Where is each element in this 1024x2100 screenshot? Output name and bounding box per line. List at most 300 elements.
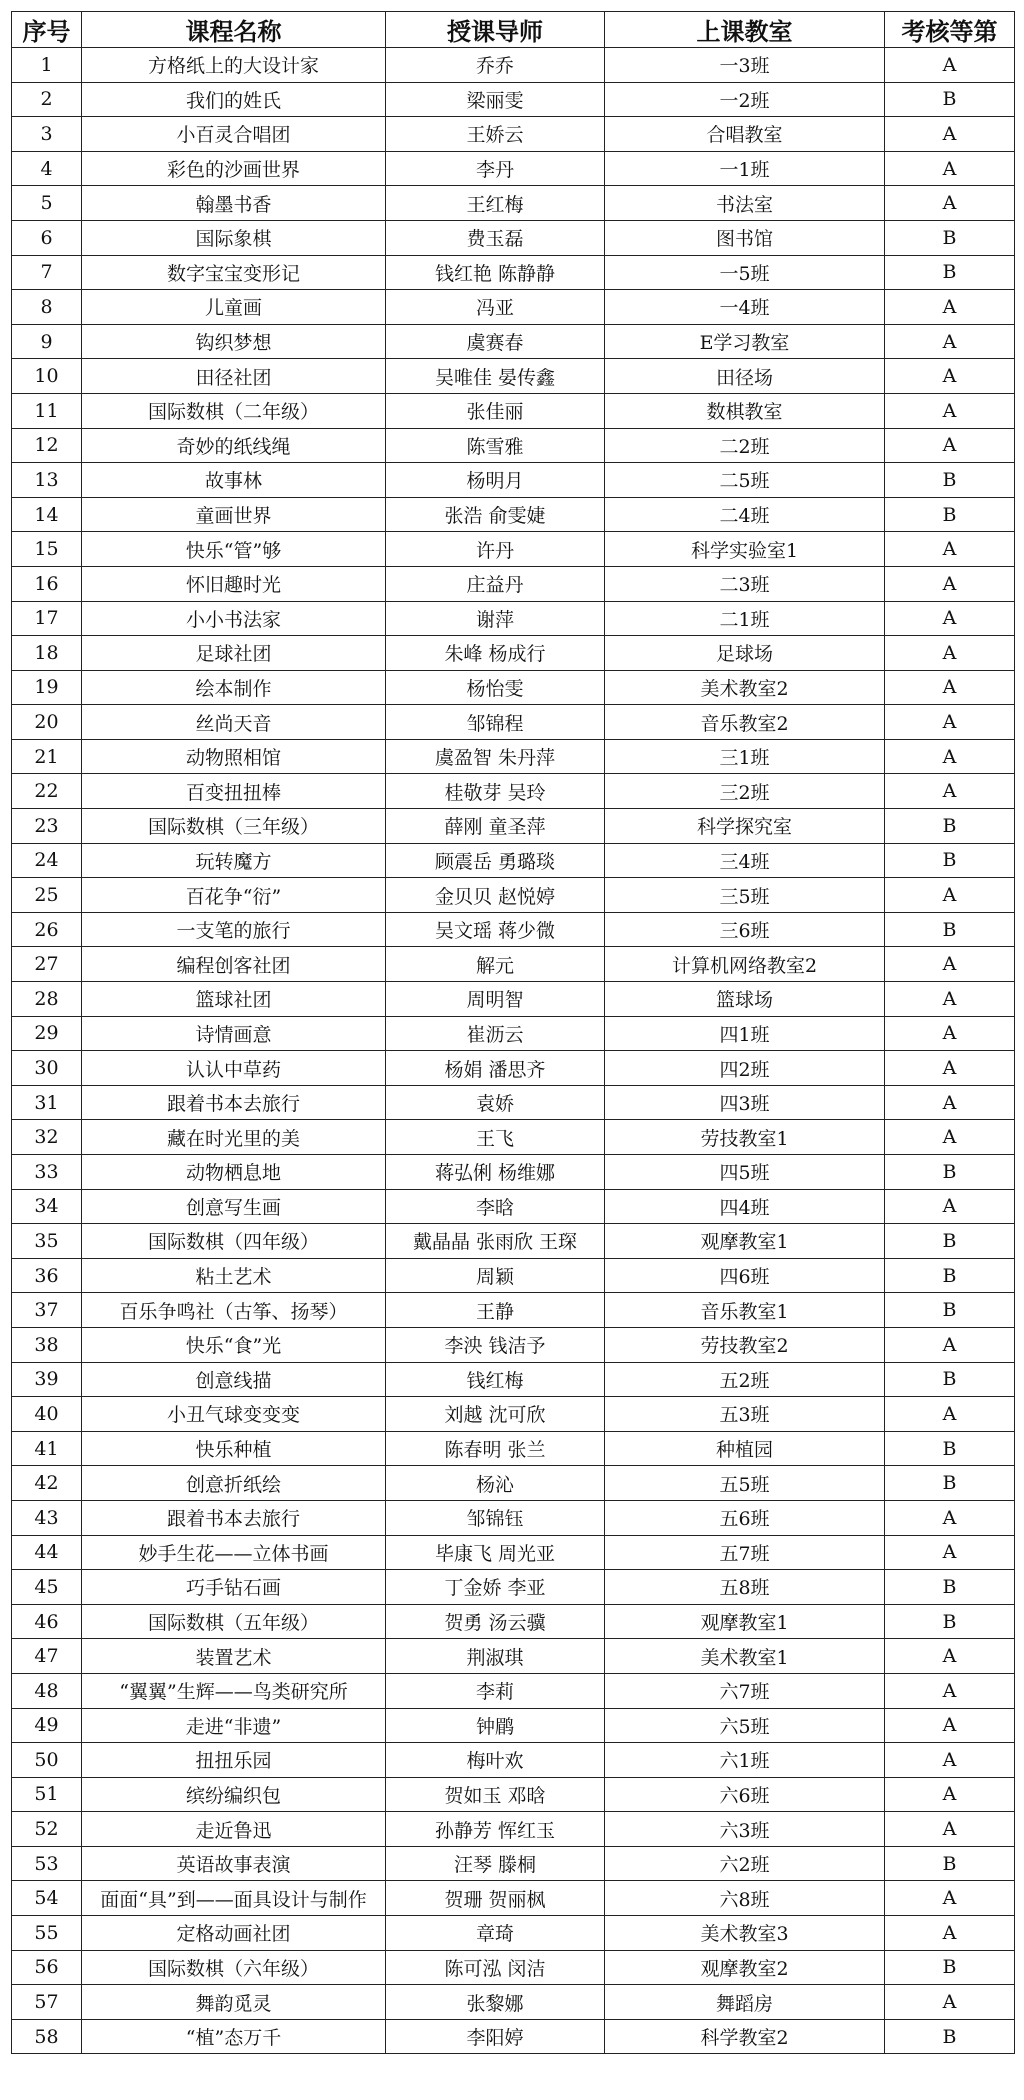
cell-course-name: 编程创客社团 xyxy=(82,947,386,982)
cell-index: 47 xyxy=(12,1639,82,1674)
cell-teacher: 王飞 xyxy=(386,1120,605,1155)
cell-teacher: 王娇云 xyxy=(386,117,605,152)
cell-grade: A xyxy=(885,1016,1015,1051)
cell-course-name: 彩色的沙画世界 xyxy=(82,151,386,186)
table-row xyxy=(12,1535,1015,1570)
cell-classroom: 二4班 xyxy=(605,497,885,532)
cell-course-name: 小百灵合唱团 xyxy=(82,117,386,152)
cell-grade: A xyxy=(885,1743,1015,1778)
cell-index: 42 xyxy=(12,1466,82,1501)
cell-teacher: 吴唯佳 晏传鑫 xyxy=(386,359,605,394)
table-row xyxy=(12,1604,1015,1639)
cell-grade: A xyxy=(885,532,1015,567)
cell-classroom: 四5班 xyxy=(605,1155,885,1190)
cell-index: 36 xyxy=(12,1258,82,1293)
cell-course-name: 小小书法家 xyxy=(82,601,386,636)
cell-classroom: 六2班 xyxy=(605,1846,885,1881)
cell-grade: A xyxy=(885,1500,1015,1535)
cell-grade: A xyxy=(885,1916,1015,1951)
cell-index: 33 xyxy=(12,1155,82,1190)
cell-grade: A xyxy=(885,1985,1015,2020)
cell-index: 8 xyxy=(12,290,82,325)
cell-index: 9 xyxy=(12,324,82,359)
cell-teacher: 邹锦程 xyxy=(386,705,605,740)
cell-grade: A xyxy=(885,1535,1015,1570)
cell-index: 24 xyxy=(12,843,82,878)
table-row xyxy=(12,1016,1015,1051)
cell-index: 15 xyxy=(12,532,82,567)
cell-course-name: 走进“非遗” xyxy=(82,1708,386,1743)
cell-index: 35 xyxy=(12,1224,82,1259)
table-row xyxy=(12,393,1015,428)
cell-index: 44 xyxy=(12,1535,82,1570)
cell-classroom: 观摩教室1 xyxy=(605,1604,885,1639)
cell-teacher: 李阳婷 xyxy=(386,2019,605,2054)
table-row xyxy=(12,117,1015,152)
cell-grade: B xyxy=(885,1604,1015,1639)
cell-grade: B xyxy=(885,912,1015,947)
table-row xyxy=(12,739,1015,774)
table-row xyxy=(12,636,1015,671)
cell-course-name: 数字宝宝变形记 xyxy=(82,255,386,290)
cell-grade: A xyxy=(885,982,1015,1017)
table-row xyxy=(12,82,1015,117)
cell-course-name: 童画世界 xyxy=(82,497,386,532)
cell-course-name: 国际数棋（三年级） xyxy=(82,809,386,844)
cell-index: 25 xyxy=(12,878,82,913)
cell-classroom: 一1班 xyxy=(605,151,885,186)
cell-course-name: 创意折纸绘 xyxy=(82,1466,386,1501)
cell-grade: A xyxy=(885,393,1015,428)
cell-index: 52 xyxy=(12,1812,82,1847)
cell-grade: B xyxy=(885,463,1015,498)
table-row xyxy=(12,1120,1015,1155)
cell-classroom: E学习教室 xyxy=(605,324,885,359)
cell-index: 22 xyxy=(12,774,82,809)
table-row xyxy=(12,1397,1015,1432)
table-row xyxy=(12,1085,1015,1120)
cell-grade: A xyxy=(885,1812,1015,1847)
cell-teacher: 钱红梅 xyxy=(386,1362,605,1397)
cell-teacher: 陈可泓 闵洁 xyxy=(386,1950,605,1985)
cell-index: 28 xyxy=(12,982,82,1017)
cell-index: 56 xyxy=(12,1950,82,1985)
cell-classroom: 美术教室3 xyxy=(605,1916,885,1951)
cell-course-name: 快乐“管”够 xyxy=(82,532,386,567)
cell-course-name: “植”态万千 xyxy=(82,2019,386,2054)
cell-teacher: 冯亚 xyxy=(386,290,605,325)
table-row xyxy=(12,1708,1015,1743)
cell-course-name: 英语故事表演 xyxy=(82,1846,386,1881)
table-row xyxy=(12,566,1015,601)
cell-teacher: 杨娟 潘思齐 xyxy=(386,1051,605,1086)
cell-course-name: 跟着书本去旅行 xyxy=(82,1500,386,1535)
cell-grade: B xyxy=(885,1362,1015,1397)
cell-classroom: 科学实验室1 xyxy=(605,532,885,567)
cell-classroom: 计算机网络教室2 xyxy=(605,947,885,982)
cell-teacher: 朱峰 杨成行 xyxy=(386,636,605,671)
cell-grade: A xyxy=(885,186,1015,221)
cell-classroom: 田径场 xyxy=(605,359,885,394)
cell-index: 27 xyxy=(12,947,82,982)
table-row xyxy=(12,1639,1015,1674)
cell-index: 18 xyxy=(12,636,82,671)
cell-grade: A xyxy=(885,1881,1015,1916)
cell-grade: A xyxy=(885,739,1015,774)
cell-classroom: 观摩教室1 xyxy=(605,1224,885,1259)
cell-grade: B xyxy=(885,1293,1015,1328)
cell-course-name: 诗情画意 xyxy=(82,1016,386,1051)
cell-grade: B xyxy=(885,1466,1015,1501)
cell-course-name: 创意写生画 xyxy=(82,1189,386,1224)
cell-teacher: 杨怡雯 xyxy=(386,670,605,705)
cell-course-name: 缤纷编织包 xyxy=(82,1777,386,1812)
table-row xyxy=(12,1362,1015,1397)
table-row xyxy=(12,1224,1015,1259)
cell-course-name: 田径社团 xyxy=(82,359,386,394)
cell-course-name: 翰墨书香 xyxy=(82,186,386,221)
table-row xyxy=(12,774,1015,809)
cell-classroom: 六3班 xyxy=(605,1812,885,1847)
cell-teacher: 荆淑琪 xyxy=(386,1639,605,1674)
table-row xyxy=(12,843,1015,878)
cell-grade: A xyxy=(885,1777,1015,1812)
cell-grade: B xyxy=(885,497,1015,532)
cell-grade: A xyxy=(885,1327,1015,1362)
table-row xyxy=(12,1570,1015,1605)
cell-grade: A xyxy=(885,1639,1015,1674)
cell-classroom: 种植园 xyxy=(605,1431,885,1466)
table-row xyxy=(12,809,1015,844)
table-row xyxy=(12,1743,1015,1778)
cell-teacher: 乔乔 xyxy=(386,48,605,83)
cell-teacher: 丁金娇 李亚 xyxy=(386,1570,605,1605)
table-row xyxy=(12,601,1015,636)
cell-grade: B xyxy=(885,1570,1015,1605)
table-row xyxy=(12,359,1015,394)
header-grade: 考核等第 xyxy=(885,12,1015,48)
cell-index: 51 xyxy=(12,1777,82,1812)
cell-teacher: 李丹 xyxy=(386,151,605,186)
table-row xyxy=(12,255,1015,290)
cell-grade: B xyxy=(885,843,1015,878)
cell-classroom: 科学探究室 xyxy=(605,809,885,844)
table-row xyxy=(12,1985,1015,2020)
cell-course-name: 小丑气球变变变 xyxy=(82,1397,386,1432)
cell-course-name: 百花争“衍” xyxy=(82,878,386,913)
cell-index: 2 xyxy=(12,82,82,117)
cell-grade: B xyxy=(885,809,1015,844)
cell-grade: A xyxy=(885,1051,1015,1086)
cell-course-name: 装置艺术 xyxy=(82,1639,386,1674)
cell-course-name: 动物栖息地 xyxy=(82,1155,386,1190)
cell-index: 48 xyxy=(12,1673,82,1708)
cell-classroom: 一2班 xyxy=(605,82,885,117)
cell-grade: A xyxy=(885,1085,1015,1120)
cell-course-name: 我们的姓氏 xyxy=(82,82,386,117)
cell-course-name: 国际数棋（四年级） xyxy=(82,1224,386,1259)
cell-classroom: 舞蹈房 xyxy=(605,1985,885,2020)
cell-teacher: 金贝贝 赵悦婷 xyxy=(386,878,605,913)
cell-index: 43 xyxy=(12,1500,82,1535)
cell-teacher: 谢萍 xyxy=(386,601,605,636)
table-row xyxy=(12,220,1015,255)
cell-classroom: 观摩教室2 xyxy=(605,1950,885,1985)
table-row xyxy=(12,705,1015,740)
table-row xyxy=(12,1881,1015,1916)
cell-course-name: 方格纸上的大设计家 xyxy=(82,48,386,83)
cell-grade: A xyxy=(885,670,1015,705)
cell-index: 3 xyxy=(12,117,82,152)
cell-classroom: 音乐教室1 xyxy=(605,1293,885,1328)
cell-index: 10 xyxy=(12,359,82,394)
cell-classroom: 劳技教室1 xyxy=(605,1120,885,1155)
cell-teacher: 吴文瑶 蒋少微 xyxy=(386,912,605,947)
cell-course-name: 百变扭扭棒 xyxy=(82,774,386,809)
table-row xyxy=(12,1431,1015,1466)
header-row xyxy=(12,12,1015,48)
cell-index: 49 xyxy=(12,1708,82,1743)
cell-classroom: 图书馆 xyxy=(605,220,885,255)
cell-index: 45 xyxy=(12,1570,82,1605)
cell-grade: B xyxy=(885,82,1015,117)
cell-index: 40 xyxy=(12,1397,82,1432)
cell-teacher: 许丹 xyxy=(386,532,605,567)
cell-course-name: 创意线描 xyxy=(82,1362,386,1397)
cell-course-name: 快乐种植 xyxy=(82,1431,386,1466)
table-row xyxy=(12,186,1015,221)
cell-teacher: 陈春明 张兰 xyxy=(386,1431,605,1466)
cell-index: 11 xyxy=(12,393,82,428)
cell-index: 17 xyxy=(12,601,82,636)
cell-teacher: 李泱 钱洁予 xyxy=(386,1327,605,1362)
cell-index: 12 xyxy=(12,428,82,463)
cell-index: 7 xyxy=(12,255,82,290)
cell-classroom: 一3班 xyxy=(605,48,885,83)
cell-grade: B xyxy=(885,255,1015,290)
cell-course-name: 走近鲁迅 xyxy=(82,1812,386,1847)
table-row xyxy=(12,670,1015,705)
cell-index: 23 xyxy=(12,809,82,844)
table-row xyxy=(12,1777,1015,1812)
table-row xyxy=(12,151,1015,186)
table-row xyxy=(12,1293,1015,1328)
cell-classroom: 三1班 xyxy=(605,739,885,774)
table-row xyxy=(12,497,1015,532)
cell-classroom: 科学教室2 xyxy=(605,2019,885,2054)
cell-classroom: 合唱教室 xyxy=(605,117,885,152)
cell-index: 39 xyxy=(12,1362,82,1397)
cell-classroom: 劳技教室2 xyxy=(605,1327,885,1362)
cell-classroom: 篮球场 xyxy=(605,982,885,1017)
cell-teacher: 李晗 xyxy=(386,1189,605,1224)
cell-grade: B xyxy=(885,1155,1015,1190)
cell-course-name: 故事林 xyxy=(82,463,386,498)
cell-grade: A xyxy=(885,636,1015,671)
cell-classroom: 五8班 xyxy=(605,1570,885,1605)
cell-teacher: 虞赛春 xyxy=(386,324,605,359)
table-row xyxy=(12,463,1015,498)
cell-grade: B xyxy=(885,1431,1015,1466)
cell-course-name: 藏在时光里的美 xyxy=(82,1120,386,1155)
cell-course-name: 面面“具”到——面具设计与制作 xyxy=(82,1881,386,1916)
cell-grade: A xyxy=(885,1673,1015,1708)
cell-course-name: “翼翼”生辉——鸟类研究所 xyxy=(82,1673,386,1708)
cell-classroom: 一5班 xyxy=(605,255,885,290)
cell-teacher: 贺珊 贺丽枫 xyxy=(386,1881,605,1916)
cell-teacher: 钟鹛 xyxy=(386,1708,605,1743)
header-teacher: 授课导师 xyxy=(386,12,605,48)
cell-grade: A xyxy=(885,566,1015,601)
cell-index: 13 xyxy=(12,463,82,498)
cell-index: 4 xyxy=(12,151,82,186)
cell-classroom: 五3班 xyxy=(605,1397,885,1432)
cell-teacher: 梅叶欢 xyxy=(386,1743,605,1778)
cell-grade: B xyxy=(885,1258,1015,1293)
cell-classroom: 六1班 xyxy=(605,1743,885,1778)
table-row xyxy=(12,1846,1015,1881)
cell-teacher: 周明智 xyxy=(386,982,605,1017)
cell-course-name: 儿童画 xyxy=(82,290,386,325)
cell-course-name: 粘土艺术 xyxy=(82,1258,386,1293)
cell-course-name: 玩转魔方 xyxy=(82,843,386,878)
cell-course-name: 国际数棋（六年级） xyxy=(82,1950,386,1985)
cell-index: 6 xyxy=(12,220,82,255)
cell-course-name: 定格动画社团 xyxy=(82,1916,386,1951)
table-row xyxy=(12,982,1015,1017)
table-row xyxy=(12,48,1015,83)
cell-grade: A xyxy=(885,774,1015,809)
cell-classroom: 二2班 xyxy=(605,428,885,463)
cell-grade: A xyxy=(885,1397,1015,1432)
cell-teacher: 孙静芳 恽红玉 xyxy=(386,1812,605,1847)
cell-classroom: 六5班 xyxy=(605,1708,885,1743)
cell-teacher: 贺如玉 邓晗 xyxy=(386,1777,605,1812)
cell-classroom: 二1班 xyxy=(605,601,885,636)
cell-grade: B xyxy=(885,1846,1015,1881)
header-index: 序号 xyxy=(12,12,82,48)
cell-teacher: 顾震岳 勇璐琰 xyxy=(386,843,605,878)
table-row xyxy=(12,1189,1015,1224)
table-row xyxy=(12,532,1015,567)
cell-teacher: 蒋弘俐 杨维娜 xyxy=(386,1155,605,1190)
table-row xyxy=(12,1258,1015,1293)
cell-teacher: 钱红艳 陈静静 xyxy=(386,255,605,290)
cell-index: 1 xyxy=(12,48,82,83)
cell-teacher: 薛刚 童圣萍 xyxy=(386,809,605,844)
cell-classroom: 书法室 xyxy=(605,186,885,221)
table-row xyxy=(12,1466,1015,1501)
cell-course-name: 足球社团 xyxy=(82,636,386,671)
cell-classroom: 六8班 xyxy=(605,1881,885,1916)
table-header xyxy=(12,12,1015,48)
cell-index: 41 xyxy=(12,1431,82,1466)
cell-classroom: 四2班 xyxy=(605,1051,885,1086)
table-row xyxy=(12,1155,1015,1190)
table-row xyxy=(12,1327,1015,1362)
cell-course-name: 国际象棋 xyxy=(82,220,386,255)
cell-course-name: 妙手生花——立体书画 xyxy=(82,1535,386,1570)
cell-grade: B xyxy=(885,1950,1015,1985)
cell-grade: A xyxy=(885,1189,1015,1224)
cell-classroom: 三5班 xyxy=(605,878,885,913)
cell-index: 57 xyxy=(12,1985,82,2020)
cell-index: 38 xyxy=(12,1327,82,1362)
cell-classroom: 数棋教室 xyxy=(605,393,885,428)
cell-index: 20 xyxy=(12,705,82,740)
cell-classroom: 三4班 xyxy=(605,843,885,878)
cell-classroom: 四1班 xyxy=(605,1016,885,1051)
cell-teacher: 虞盈智 朱丹萍 xyxy=(386,739,605,774)
cell-teacher: 张黎娜 xyxy=(386,1985,605,2020)
cell-teacher: 杨明月 xyxy=(386,463,605,498)
cell-classroom: 五2班 xyxy=(605,1362,885,1397)
cell-index: 26 xyxy=(12,912,82,947)
cell-teacher: 张浩 俞雯婕 xyxy=(386,497,605,532)
table-row xyxy=(12,290,1015,325)
cell-classroom: 六6班 xyxy=(605,1777,885,1812)
cell-classroom: 四4班 xyxy=(605,1189,885,1224)
table-row xyxy=(12,324,1015,359)
table-row xyxy=(12,947,1015,982)
cell-course-name: 百乐争鸣社（古筝、扬琴） xyxy=(82,1293,386,1328)
cell-classroom: 音乐教室2 xyxy=(605,705,885,740)
cell-index: 55 xyxy=(12,1916,82,1951)
cell-classroom: 一4班 xyxy=(605,290,885,325)
cell-grade: A xyxy=(885,947,1015,982)
cell-teacher: 袁娇 xyxy=(386,1085,605,1120)
cell-course-name: 舞韵觅灵 xyxy=(82,1985,386,2020)
cell-grade: A xyxy=(885,48,1015,83)
cell-classroom: 二5班 xyxy=(605,463,885,498)
cell-index: 30 xyxy=(12,1051,82,1086)
table-row xyxy=(12,428,1015,463)
cell-classroom: 三2班 xyxy=(605,774,885,809)
cell-grade: A xyxy=(885,1120,1015,1155)
table-row xyxy=(12,2019,1015,2054)
cell-classroom: 五5班 xyxy=(605,1466,885,1501)
cell-teacher: 解元 xyxy=(386,947,605,982)
table-row xyxy=(12,1673,1015,1708)
cell-teacher: 费玉磊 xyxy=(386,220,605,255)
cell-teacher: 张佳丽 xyxy=(386,393,605,428)
cell-classroom: 二3班 xyxy=(605,566,885,601)
cell-classroom: 六7班 xyxy=(605,1673,885,1708)
cell-course-name: 快乐“食”光 xyxy=(82,1327,386,1362)
cell-index: 37 xyxy=(12,1293,82,1328)
cell-index: 54 xyxy=(12,1881,82,1916)
table-row xyxy=(12,912,1015,947)
cell-course-name: 绘本制作 xyxy=(82,670,386,705)
cell-teacher: 周颖 xyxy=(386,1258,605,1293)
cell-grade: B xyxy=(885,220,1015,255)
table-row xyxy=(12,1051,1015,1086)
cell-teacher: 庄益丹 xyxy=(386,566,605,601)
table-row xyxy=(12,1812,1015,1847)
cell-index: 53 xyxy=(12,1846,82,1881)
cell-index: 14 xyxy=(12,497,82,532)
cell-index: 50 xyxy=(12,1743,82,1778)
cell-teacher: 刘越 沈可欣 xyxy=(386,1397,605,1432)
header-classroom: 上课教室 xyxy=(605,12,885,48)
cell-classroom: 四3班 xyxy=(605,1085,885,1120)
cell-grade: A xyxy=(885,428,1015,463)
cell-grade: A xyxy=(885,1708,1015,1743)
cell-teacher: 贺勇 汤云骥 xyxy=(386,1604,605,1639)
cell-course-name: 国际数棋（二年级） xyxy=(82,393,386,428)
cell-teacher: 王红梅 xyxy=(386,186,605,221)
cell-course-name: 一支笔的旅行 xyxy=(82,912,386,947)
